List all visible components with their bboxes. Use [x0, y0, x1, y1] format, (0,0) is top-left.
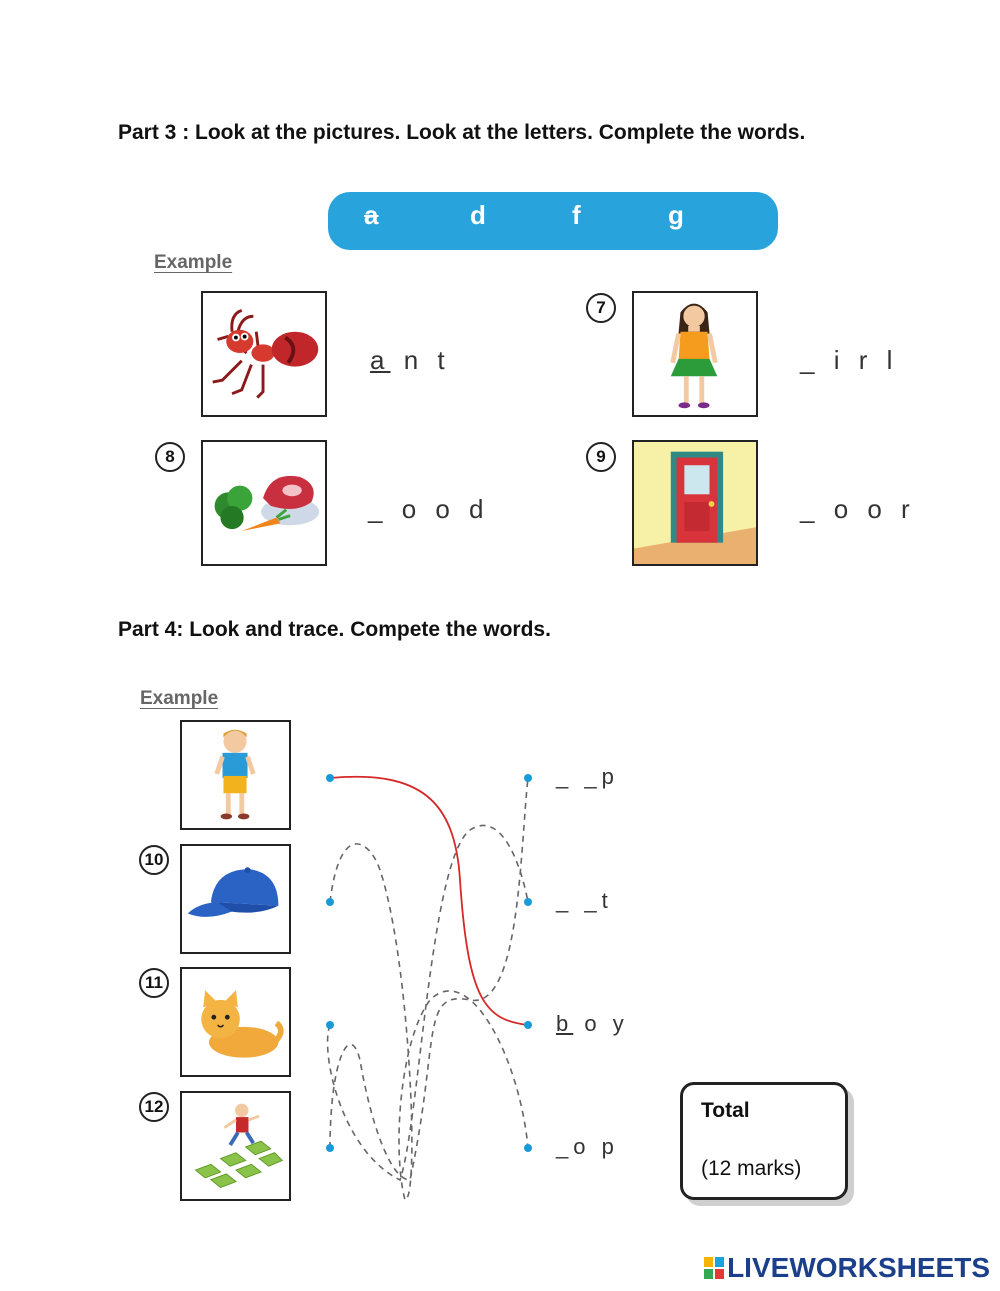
question-number-8: 8 — [155, 442, 185, 472]
dot-left-3 — [326, 1021, 334, 1029]
total-title: Total — [701, 1099, 750, 1122]
word-9-rest: o o r — [820, 494, 916, 524]
trace-word-1[interactable] — [556, 764, 619, 790]
trace-word-2-text: _ _t — [556, 888, 613, 913]
part4-example-label: Example — [140, 688, 219, 709]
letter-bank-item: g — [668, 200, 684, 230]
word-7-blank[interactable]: _ — [800, 345, 821, 375]
part3-example-label: Example — [154, 252, 233, 273]
dot-left-2 — [326, 898, 334, 906]
letter-bank-item: d — [470, 200, 486, 230]
trace-word-1-text: _ _p — [556, 764, 619, 789]
word-8-rest: o o d — [388, 494, 490, 524]
example-word-prefix: a — [370, 345, 391, 375]
trace-word-4[interactable] — [556, 1134, 619, 1160]
brand-icon — [703, 1256, 725, 1280]
brand-logo[interactable] — [703, 1252, 990, 1284]
word-8-blank[interactable]: _ — [368, 494, 389, 524]
example-word-rest: n t — [390, 345, 451, 375]
total-marks: (12 marks) — [701, 1157, 802, 1180]
question-number-12: 12 — [139, 1092, 169, 1122]
question-number-11: 11 — [139, 968, 169, 998]
trace-line-hopscotch — [330, 778, 528, 1180]
question-number-10: 10 — [139, 845, 169, 875]
dot-left-4 — [326, 1144, 334, 1152]
question-number-7: 7 — [586, 293, 616, 323]
trace-word-4-text: _o p — [556, 1134, 619, 1159]
letter-bank-item: a — [364, 200, 379, 230]
trace-line-cap — [330, 844, 528, 1200]
dot-right-1 — [524, 774, 532, 782]
dot-right-4 — [524, 1144, 532, 1152]
letter-bank-item: f — [572, 200, 581, 230]
dot-right-2 — [524, 898, 532, 906]
trace-word-3-text: o y — [573, 1011, 629, 1036]
part4-title: Part 4: Look and trace. Compete the words. — [118, 618, 551, 641]
brand-name: LIVEWORKSHEETS — [727, 1252, 990, 1283]
question-number-9: 9 — [586, 442, 616, 472]
trace-word-3 — [556, 1011, 629, 1037]
dot-left-1 — [326, 774, 334, 782]
dot-right-3 — [524, 1021, 532, 1029]
trace-word-3-prefix: b — [556, 1011, 574, 1036]
total-box — [680, 1082, 848, 1200]
part3-title: Part 3 : Look at the pictures. Look at the letters. Complete the words. — [118, 121, 806, 144]
trace-word-2[interactable] — [556, 888, 613, 914]
word-9-blank[interactable]: _ — [800, 494, 821, 524]
word-7-rest: i r l — [820, 345, 899, 375]
